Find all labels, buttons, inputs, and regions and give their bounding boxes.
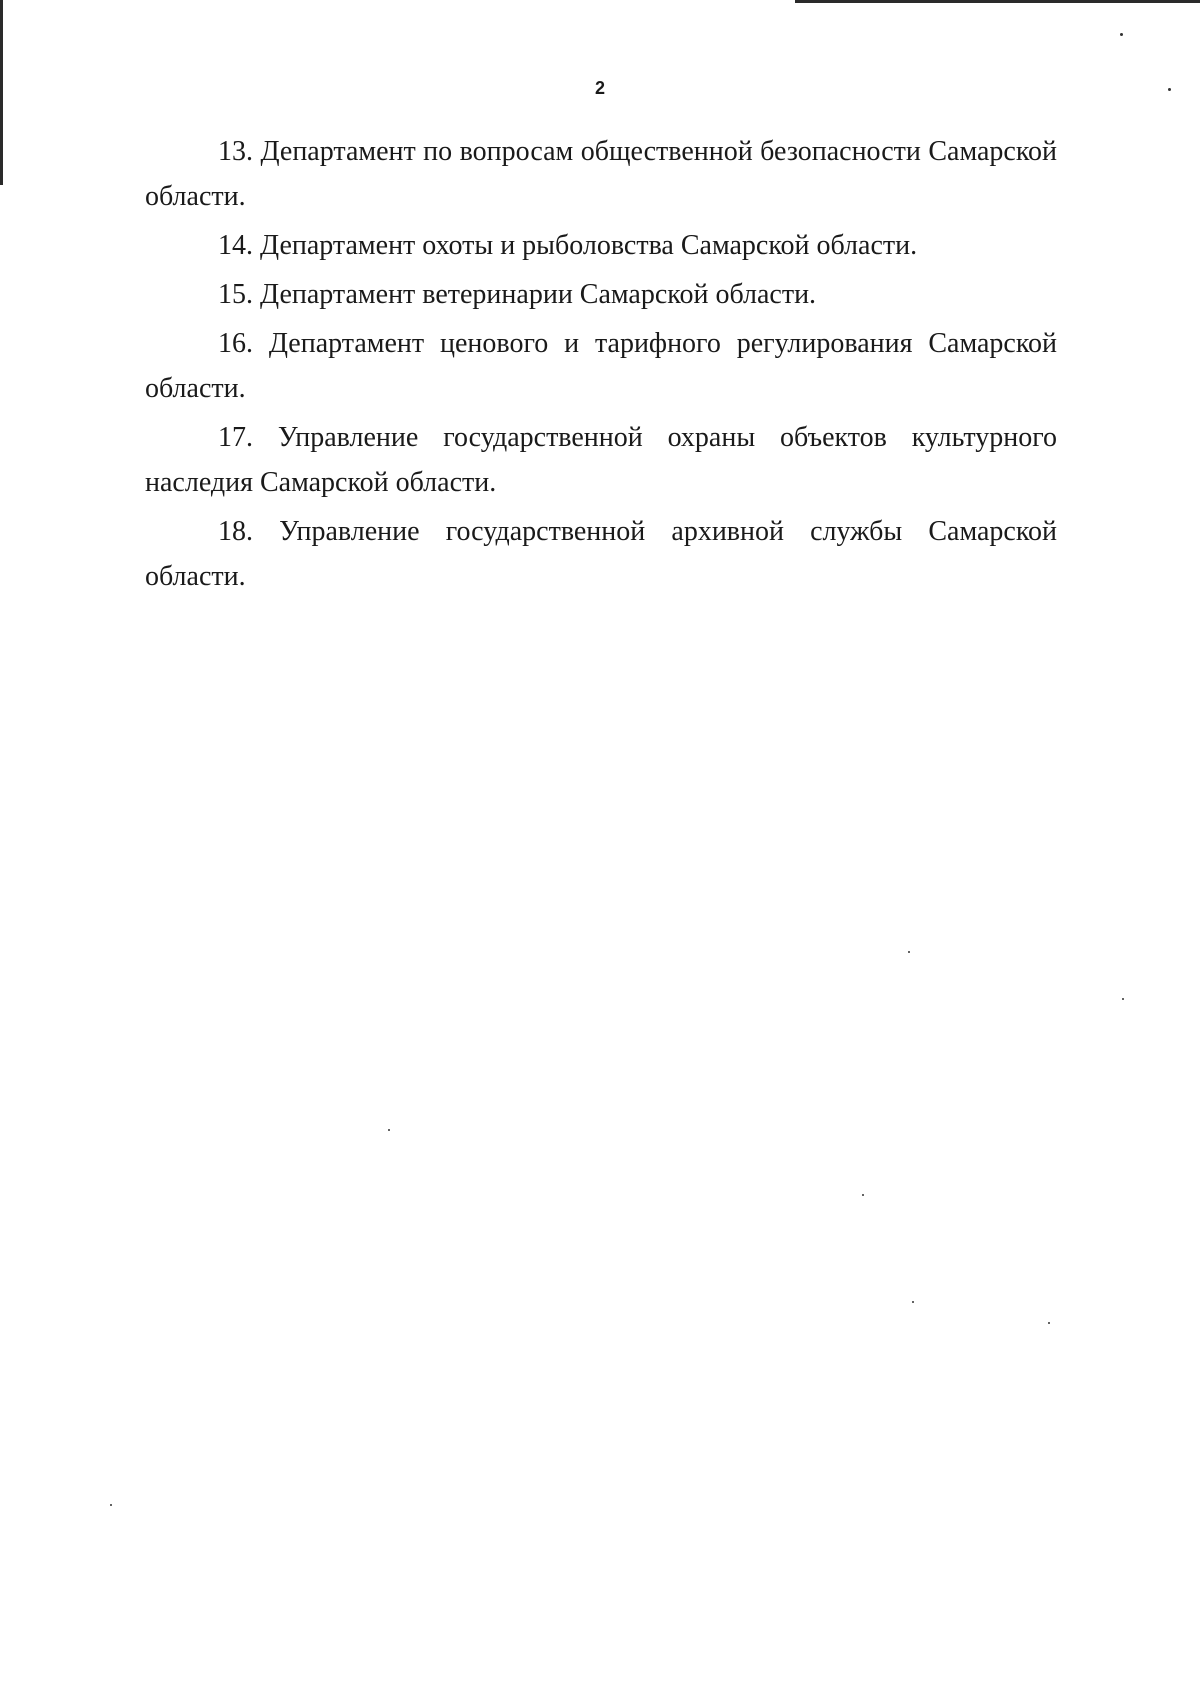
list-item: 18. Управление государственной архивной службы Самарской области.: [145, 516, 1057, 592]
scan-speck: [110, 1504, 112, 1506]
scan-speck: [1120, 33, 1123, 36]
scan-speck: [912, 1301, 914, 1303]
scan-speck: [862, 1194, 864, 1196]
scan-speck: [388, 1129, 390, 1131]
scan-speck: [908, 951, 910, 953]
list-item: 15. Департамент ветеринарии Самарской области.: [218, 279, 817, 310]
scan-edge-top: [795, 0, 1200, 3]
list-item: 14. Департамент охоты и рыболовства Самарской области.: [218, 230, 918, 261]
page-number: 2: [594, 78, 605, 98]
department-list: [145, 129, 1057, 603]
scan-speck: [1048, 1322, 1050, 1324]
list-item: 13. Департамент по вопросам общественной безопасности Самарской области.: [145, 136, 1057, 212]
list-item: 16. Департамент ценового и тарифного регулирования Самарской области.: [145, 328, 1057, 404]
list-item: 17. Управление государственной охраны объектов культурного наследия Самарской области.: [145, 422, 1057, 498]
scan-speck: [1122, 998, 1124, 1000]
